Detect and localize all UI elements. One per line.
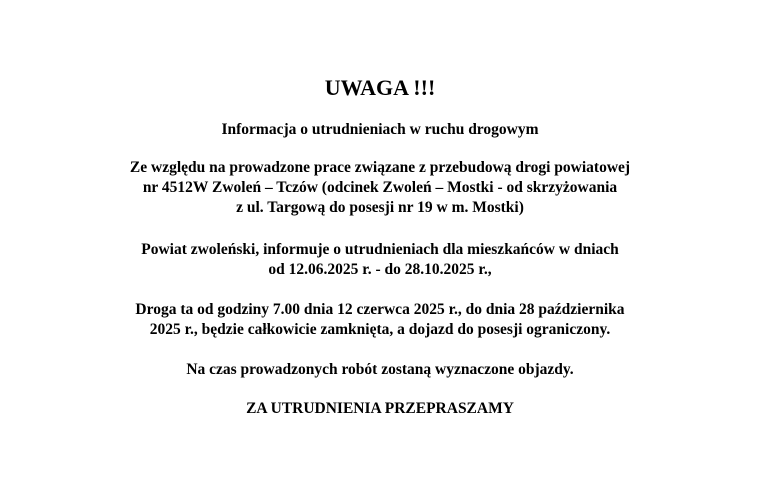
closure-paragraph xyxy=(0,300,760,340)
period-line: Powiat zwoleński, informuje o utrudnieniach dla mieszkańców w dniach xyxy=(141,241,619,258)
period-paragraph xyxy=(0,240,760,280)
detour-paragraph: Na czas prowadzonych robót zostaną wyznaczone objazdy. xyxy=(186,361,574,378)
notice-subtitle: Informacja o utrudnieniach w ruchu drogowym xyxy=(221,121,539,138)
period-line: od 12.06.2025 r. - do 28.10.2025 r., xyxy=(268,261,492,278)
reason-line: Ze względu na prowadzone prace związane z przebudową drogi powiatowej xyxy=(129,159,631,176)
closure-line: Droga ta od godziny 7.00 dnia 12 czerwca 2025 r., do dnia 28 października xyxy=(135,301,625,318)
apology-paragraph: ZA UTRUDNIENIA PRZEPRASZAMY xyxy=(246,400,514,417)
reason-paragraph xyxy=(0,158,760,218)
reason-line: z ul. Targową do posesji nr 19 w m. Mostki) xyxy=(236,199,524,216)
closure-line: 2025 r., będzie całkowicie zamknięta, a dojazd do posesji ograniczony. xyxy=(149,321,611,338)
notice-title: UWAGA !!! xyxy=(324,75,436,100)
reason-line: nr 4512W Zwoleń – Tczów (odcinek Zwoleń – Mostki - od skrzyżowania xyxy=(142,179,618,196)
